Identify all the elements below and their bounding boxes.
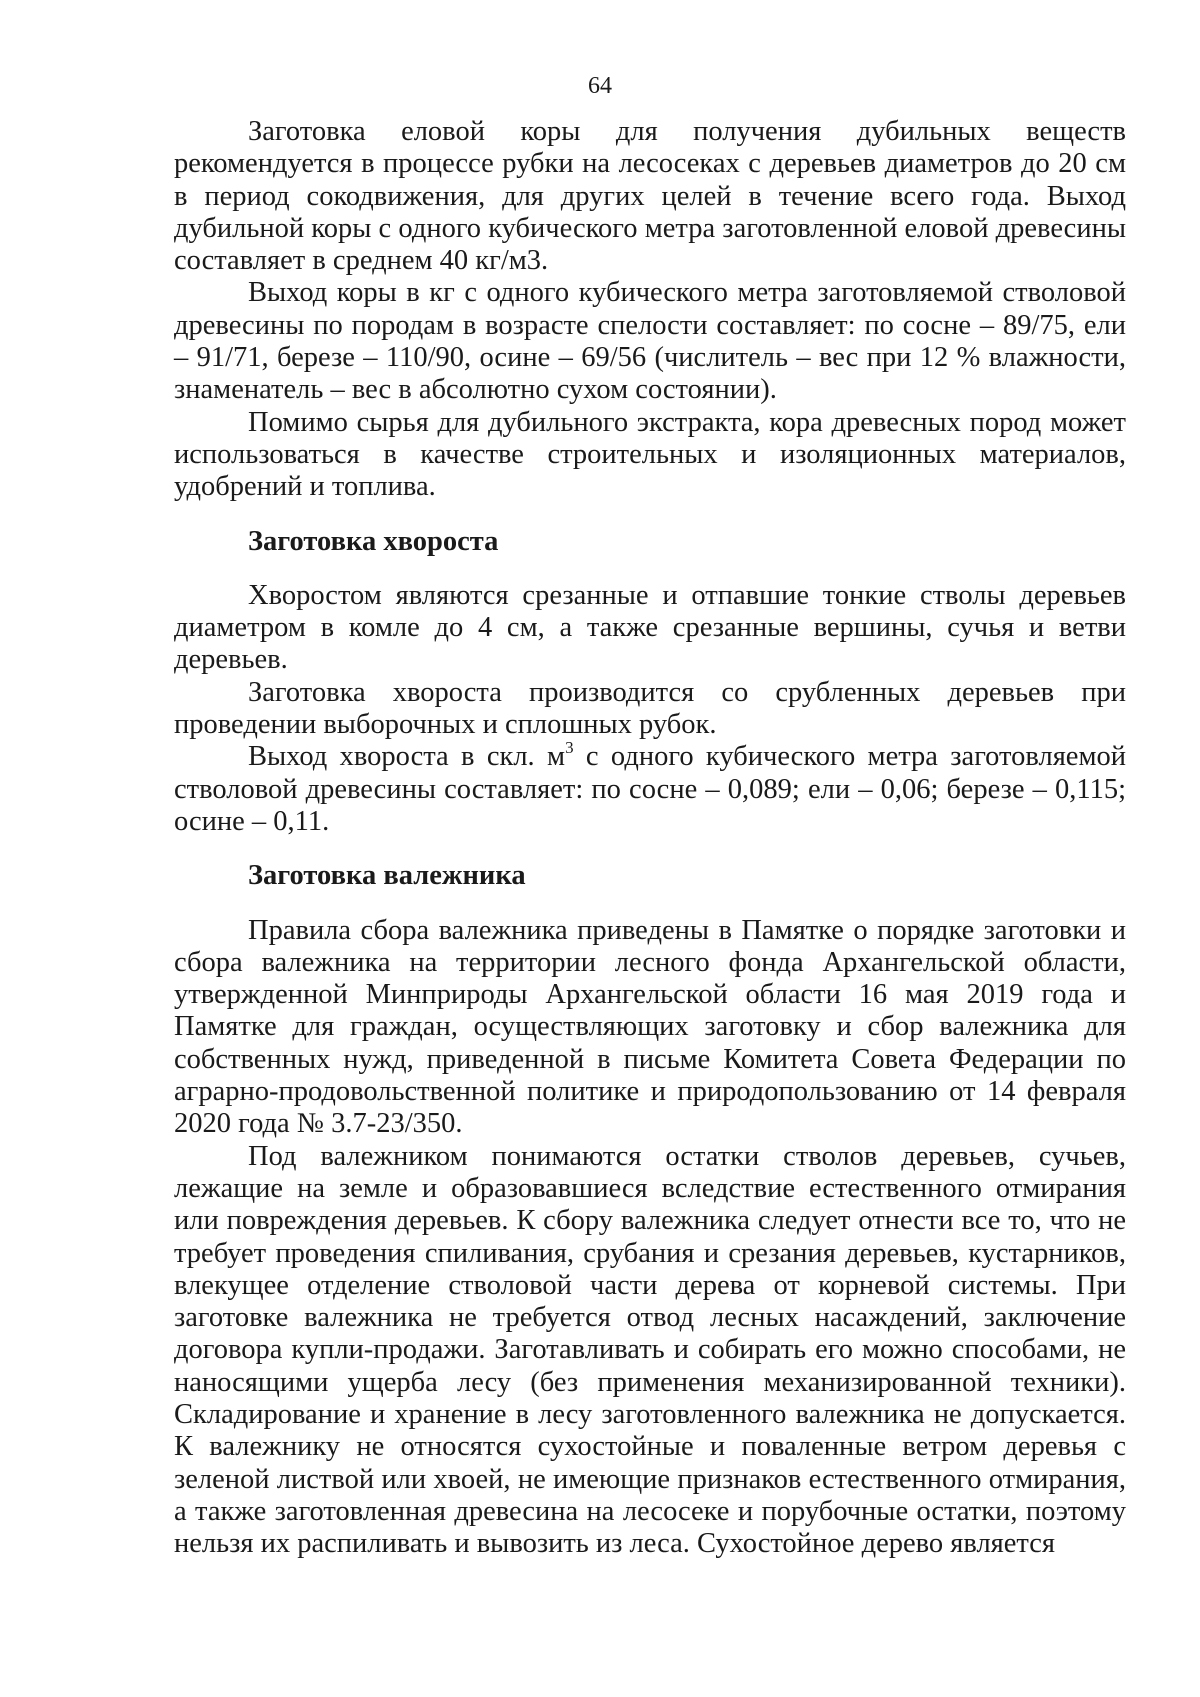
- deadwood-paragraph-1: Правила сбора валежника приведены в Памятке о порядке заготовки и сбора валежника на территории лесного фонда Архангельской области, утвержденной Минприроды Архангельской области 16 мая 2019 года и Памятке для граждан, осуществляющих заготовку и сбор валежника для собственных нужд, приведенной в письме Комитета Совета Федерации по аграрно-продовольственной политике и природопользованию от 14 февраля 2020 года № 3.7-23/350.: [174, 914, 1126, 1140]
- page-content: [174, 116, 1126, 1560]
- brushwood-yield-values: с одного кубического метра заготовляемой стволовой древесины составляет: по сосне – 0,089; ели – 0,06; березе – 0,115; осине – 0,11.: [174, 741, 1126, 837]
- bark-paragraph-3: Помимо сырья для дубильного экстракта, кора древесных пород может использоваться в качестве строительных и изоляционных материалов, удобрений и топлива.: [174, 406, 1126, 503]
- brushwood-heading: Заготовка хвороста: [248, 525, 499, 557]
- bark-paragraph-2: Выход коры в кг с одного кубического метра заготовляемой стволовой древесины по породам в возрасте спелости составляет: по сосне – 89/75, ели – 91/71, березе – 110/90, осине – 69/56 (числитель – вес при 12 % влажности, знаменатель – вес в абсолютно сухом состоянии).: [174, 277, 1126, 406]
- brushwood-paragraph-1: Хворостом являются срезанные и отпавшие тонкие стволы деревьев диаметром в комле до 4 см, а также срезанные вершины, сучья и ветви деревьев.: [174, 579, 1126, 676]
- brushwood-paragraph-3: [174, 738, 1126, 838]
- cubic-superscript: 3: [565, 738, 574, 758]
- deadwood-heading: Заготовка валежника: [248, 860, 526, 892]
- brushwood-yield-text: Выход хвороста в скл. м: [248, 741, 566, 773]
- page-number: 64: [588, 73, 612, 99]
- bark-paragraph-1: Заготовка еловой коры для получения дубильных веществ рекомендуется в процессе рубки на лесосеках с деревьев диаметров до 20 см в период сокодвижения, для других целей в течение всего года. Выход дубильной коры с одного кубического метра заготовленной еловой древесины составляет в среднем 40 кг/м3.: [174, 116, 1126, 277]
- deadwood-paragraph-2: Под валежником понимаются остатки стволов деревьев, сучьев, лежащие на земле и образовавшиеся вследствие естественного отмирания или повреждения деревьев. К сбору валежника следует отнести все то, что не требует проведения спиливания, срубания и срезания деревьев, кустарников, влекущее отделение стволовой части дерева от корневой системы. При заготовке валежника не требуется отвод лесных насаждений, заключение договора купли-продажи. Заготавливать и собирать его можно способами, не наносящими ущерба лесу (без применения механизированной техники). Складирование и хранение в лесу заготовленного валежника не допускается. К валежнику не относятся сухостойные и поваленные ветром деревья с зеленой листвой или хвоей, не имеющие признаков естественного отмирания, а также заготовленная древесина на лесосеке и порубочные остатки, поэтому нельзя их распиливать и вывозить из леса. Сухостойное дерево является: [174, 1140, 1126, 1560]
- brushwood-paragraph-2: Заготовка хвороста производится со срубленных деревьев при проведении выборочных и сплошных рубок.: [174, 676, 1126, 741]
